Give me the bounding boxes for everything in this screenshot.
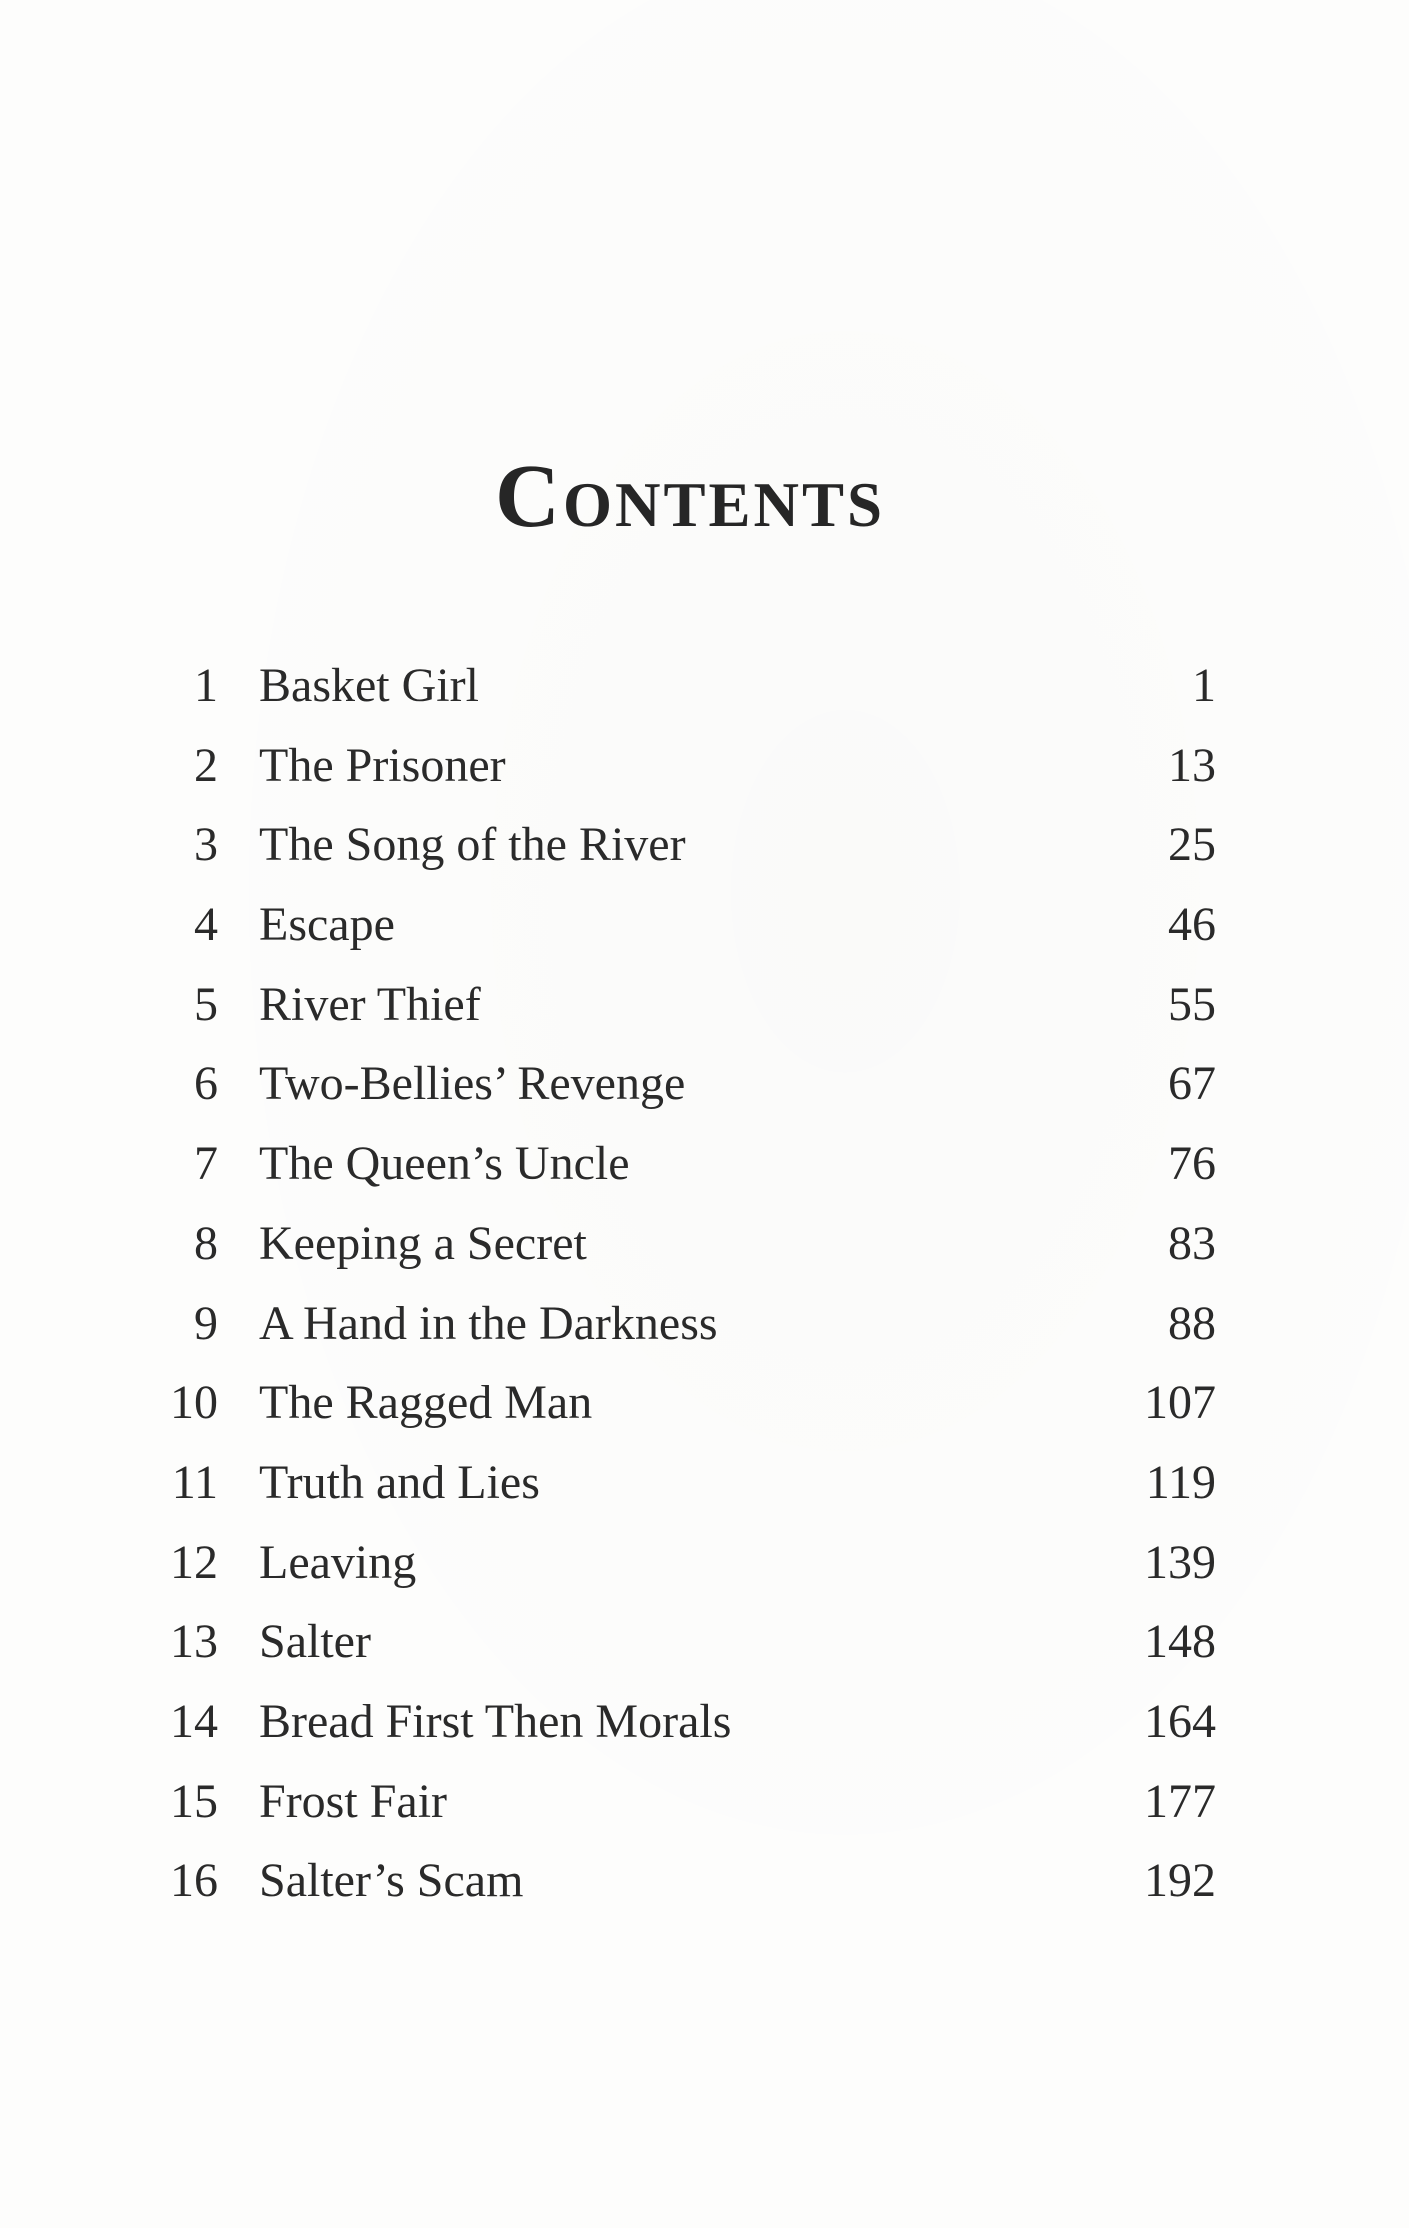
chapter-number: 11 (171, 1455, 218, 1509)
chapter-number: 1 (194, 659, 218, 712)
chapter-number: 10 (170, 1376, 218, 1430)
toc-entry (150, 1443, 1216, 1523)
toc-entry (150, 1044, 1216, 1124)
chapter-page-number: 67 (1168, 1057, 1216, 1111)
chapter-page-number: 1 (1192, 659, 1216, 712)
chapter-title: River Thief (259, 977, 481, 1031)
chapter-page-number: 148 (1144, 1615, 1216, 1669)
chapter-page-number: 13 (1168, 738, 1216, 792)
chapter-title: A Hand in the Darkness (259, 1296, 718, 1350)
toc-entry (150, 1363, 1216, 1443)
chapter-page-number: 83 (1168, 1216, 1216, 1270)
chapter-title: Bread First Then Morals (259, 1694, 732, 1748)
chapter-number: 3 (194, 818, 218, 872)
chapter-title: Truth and Lies (259, 1455, 540, 1509)
toc-entry (150, 726, 1216, 806)
toc-entry (150, 885, 1216, 965)
chapter-number: 15 (170, 1774, 218, 1828)
chapter-title: Salter’s Scam (259, 1854, 524, 1908)
chapter-title: Leaving (259, 1535, 417, 1589)
toc-entry (150, 805, 1216, 885)
chapter-number: 16 (170, 1854, 218, 1908)
toc-entry (150, 1682, 1216, 1762)
chapter-title: Frost Fair (259, 1774, 448, 1828)
chapter-title: The Song of the River (259, 818, 686, 872)
toc-entry (150, 1124, 1216, 1204)
chapter-number: 12 (170, 1535, 218, 1589)
toc-entry (150, 1204, 1216, 1284)
chapter-page-number: 192 (1144, 1854, 1216, 1908)
toc-entry (150, 1762, 1216, 1842)
chapter-number: 14 (170, 1694, 218, 1748)
chapter-page-number: 76 (1168, 1137, 1216, 1191)
chapter-number: 7 (194, 1137, 218, 1191)
chapter-page-number: 177 (1144, 1774, 1216, 1828)
chapter-number: 5 (194, 977, 218, 1031)
chapter-number: 9 (194, 1296, 218, 1350)
toc-entry (150, 1841, 1216, 1921)
chapter-page-number: 25 (1168, 818, 1216, 872)
chapter-page-number: 119 (1145, 1455, 1216, 1509)
toc-entry (150, 965, 1216, 1045)
chapter-title: Basket Girl (259, 659, 479, 712)
toc-entry (150, 1523, 1216, 1603)
chapter-title: Salter (259, 1615, 371, 1669)
chapter-title: Keeping a Secret (259, 1216, 587, 1270)
chapter-title: The Prisoner (259, 738, 506, 792)
chapter-title: The Ragged Man (259, 1376, 593, 1430)
chapter-number: 8 (194, 1216, 218, 1270)
chapter-title: The Queen’s Uncle (259, 1137, 630, 1191)
chapter-number: 6 (194, 1057, 218, 1111)
chapter-number: 4 (194, 898, 218, 952)
chapter-page-number: 88 (1168, 1296, 1216, 1350)
chapter-number: 2 (194, 738, 218, 792)
chapter-page-number: 55 (1168, 977, 1216, 1031)
page-title: Contents (494, 447, 886, 547)
toc-entry (150, 646, 1216, 726)
chapter-page-number: 46 (1168, 898, 1216, 952)
toc-entry (150, 1602, 1216, 1682)
toc-entry (150, 1284, 1216, 1364)
chapter-page-number: 139 (1144, 1535, 1216, 1589)
table-of-contents (150, 646, 1216, 1921)
chapter-title: Two-Bellies’ Revenge (259, 1057, 686, 1111)
chapter-number: 13 (170, 1615, 218, 1669)
chapter-page-number: 107 (1144, 1376, 1216, 1430)
chapter-page-number: 164 (1144, 1694, 1216, 1748)
chapter-title: Escape (259, 898, 395, 952)
